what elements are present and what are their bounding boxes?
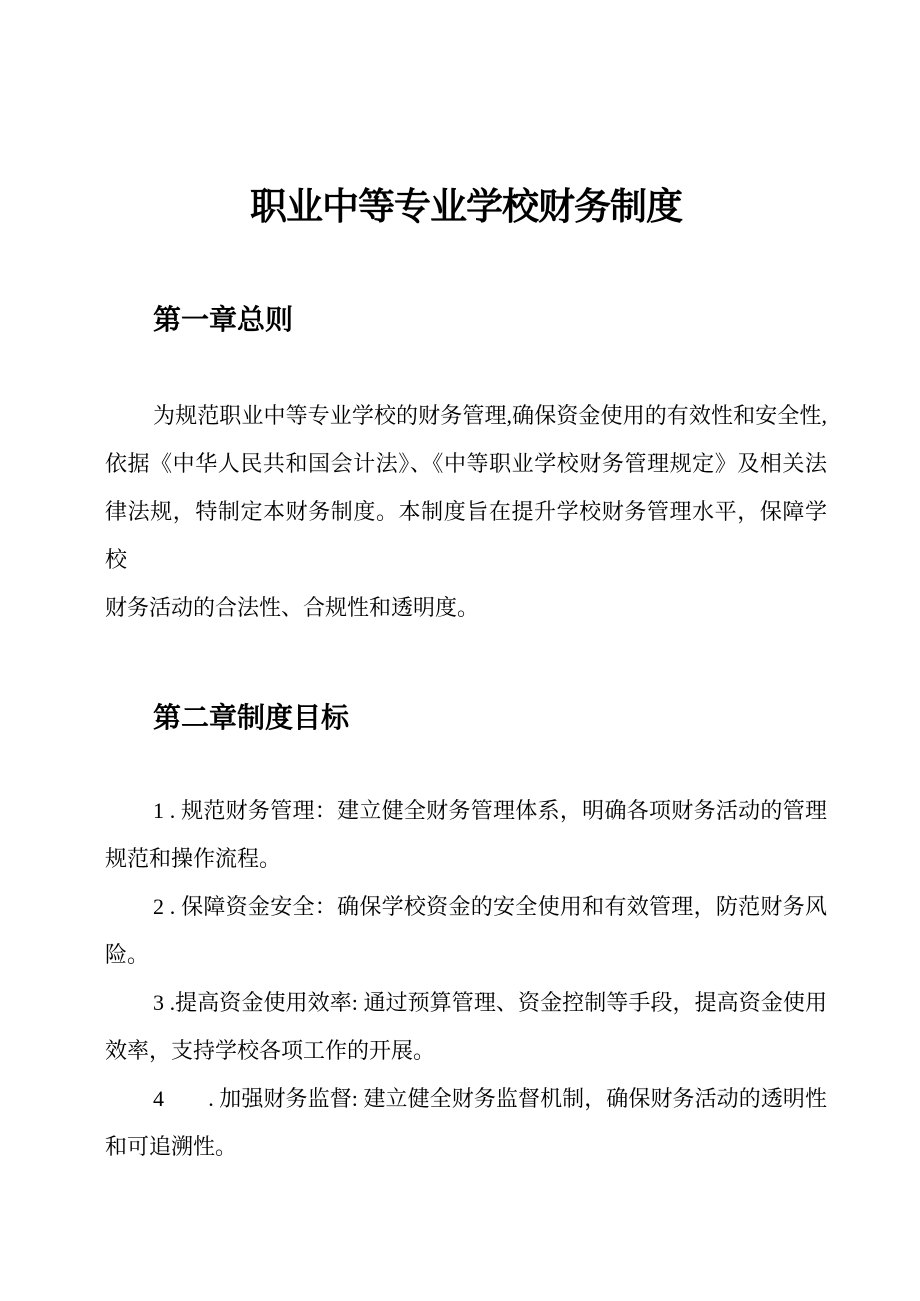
paragraph-line: 为规范职业中等专业学校的财务管理,确保资金使用的有效性和安全性, (153, 403, 827, 428)
chapter-2-heading: 第二章制度目标 (153, 702, 350, 733)
document-title: 职业中等专业学校财务制度 (250, 186, 682, 227)
goal-item-line: 1 . 规范财务管理：建立健全财务管理体系，明确各项财务活动的管理 (153, 798, 827, 823)
goal-item-line: 4 . 加强财务监督: 建立健全财务监督机制，确保财务活动的透明性 (153, 1086, 827, 1111)
chapter-1-heading: 第一章总则 (153, 304, 294, 335)
chapter-1-paragraph (105, 392, 827, 632)
goal-item-line: 2 . 保障资金安全：确保学校资金的安全使用和有效管理，防范财务风 (153, 894, 827, 919)
goal-item-line: 险。 (105, 942, 150, 967)
goal-item-line: 规范和操作流程。 (105, 846, 282, 871)
goal-item-line: 和可追溯性。 (105, 1134, 238, 1159)
chapter-2-goal-list (105, 787, 827, 1171)
paragraph-line: 依据《中华人民共和国会计法》、《中等职业学校财务管理规定》及相关法 (105, 451, 827, 476)
goal-item-line: 效率，支持学校各项工作的开展。 (105, 1038, 436, 1063)
paragraph-line: 律法规，特制定本财务制度。本制度旨在提升学校财务管理水平，保障学校 (105, 499, 827, 572)
paragraph-line: 财务活动的合法性、合规性和透明度。 (105, 595, 480, 620)
goal-item-line: 3 .提高资金使用效率: 通过预算管理、资金控制等手段，提高资金使用 (153, 990, 827, 1015)
